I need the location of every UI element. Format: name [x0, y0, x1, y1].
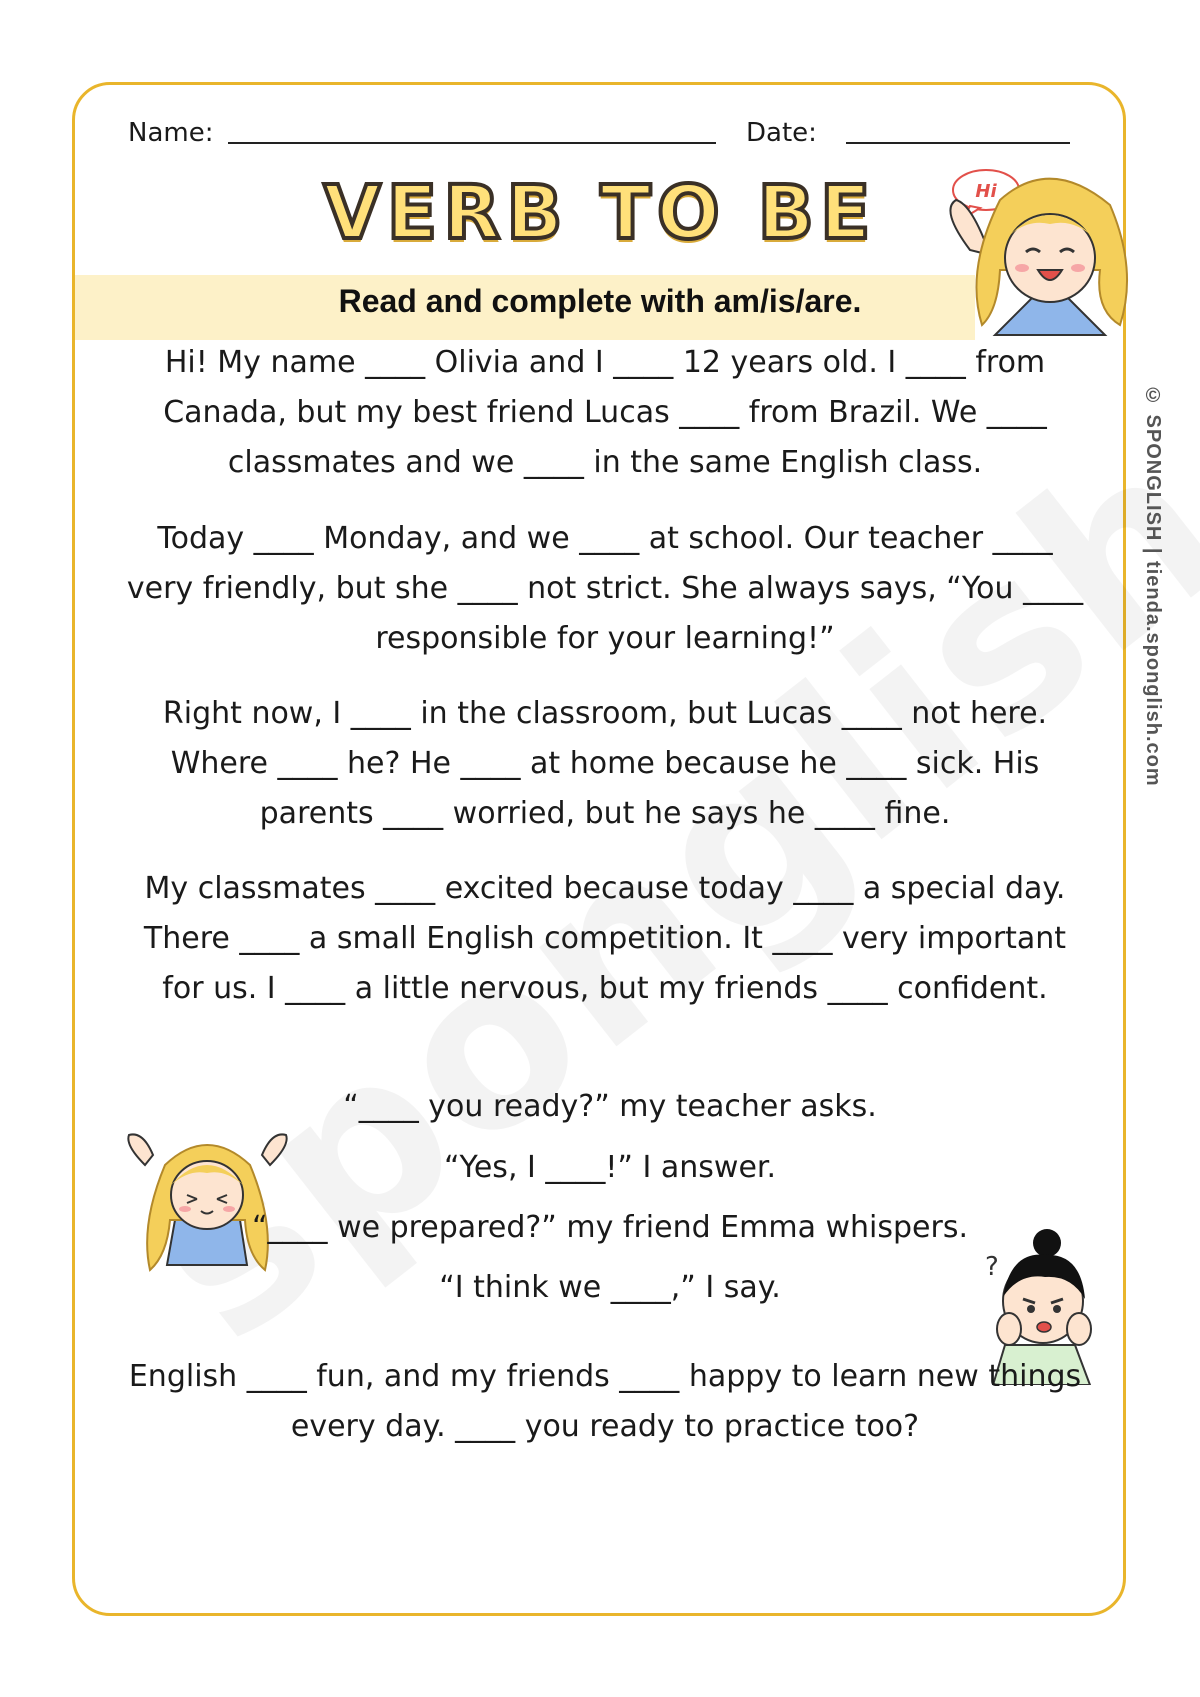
paragraph-2: Today ____ Monday, and we ____ at school. Our teacher ____ very friendly, but she ____ not strict. She always says, “You ____ responsible for your learning!” — [126, 521, 1084, 656]
dialogue-line-4: “I think we ____,” I say. — [439, 1270, 781, 1305]
name-field-line[interactable] — [228, 142, 716, 144]
instruction-text: Read and complete with am/is/are. — [338, 283, 862, 319]
cheering-girl-illustration — [115, 1125, 300, 1275]
speech-bubble-text: Hi — [975, 181, 997, 202]
date-label: Date: — [746, 118, 817, 148]
page-title: VERB TO BE — [323, 170, 877, 256]
paragraph-1: Hi! My name ____ Olivia and I ____ 12 years old. I ____ from Canada, but my best friend Lucas ____ from Brazil. We ____ classmates and we ____ in the same English class. — [163, 345, 1047, 480]
paragraph-4: My classmates ____ excited because today ____ a special day. There ____ a small English competition. It ____ very important for us. I ____ a little nervous, but my friends ____ confident. — [143, 871, 1067, 1006]
date-field-line[interactable] — [846, 142, 1070, 144]
copyright-credit: © SPONGLISH | tienda.sponglish.com — [1142, 385, 1164, 787]
dialogue-line-2: “Yes, I ____!” I answer. — [443, 1150, 777, 1185]
question-mark-icon: ? — [985, 1252, 999, 1282]
paragraph-3: Right now, I ____ in the classroom, but Lucas ____ not here. Where ____ he? He ____ at home because he ____ sick. His parents ____ worried, but he says he ____ fine. — [162, 696, 1048, 831]
waving-girl-illustration — [900, 160, 1150, 360]
name-label: Name: — [128, 118, 214, 148]
closing-paragraph: English ____ fun, and my friends ____ happy to learn new things every day. ____ you ready to practice too? — [128, 1359, 1082, 1444]
dialogue-line-3: “____ we prepared?” my friend Emma whispers. — [251, 1210, 968, 1245]
dialogue-line-1: “____ you ready?” my teacher asks. — [343, 1089, 877, 1124]
